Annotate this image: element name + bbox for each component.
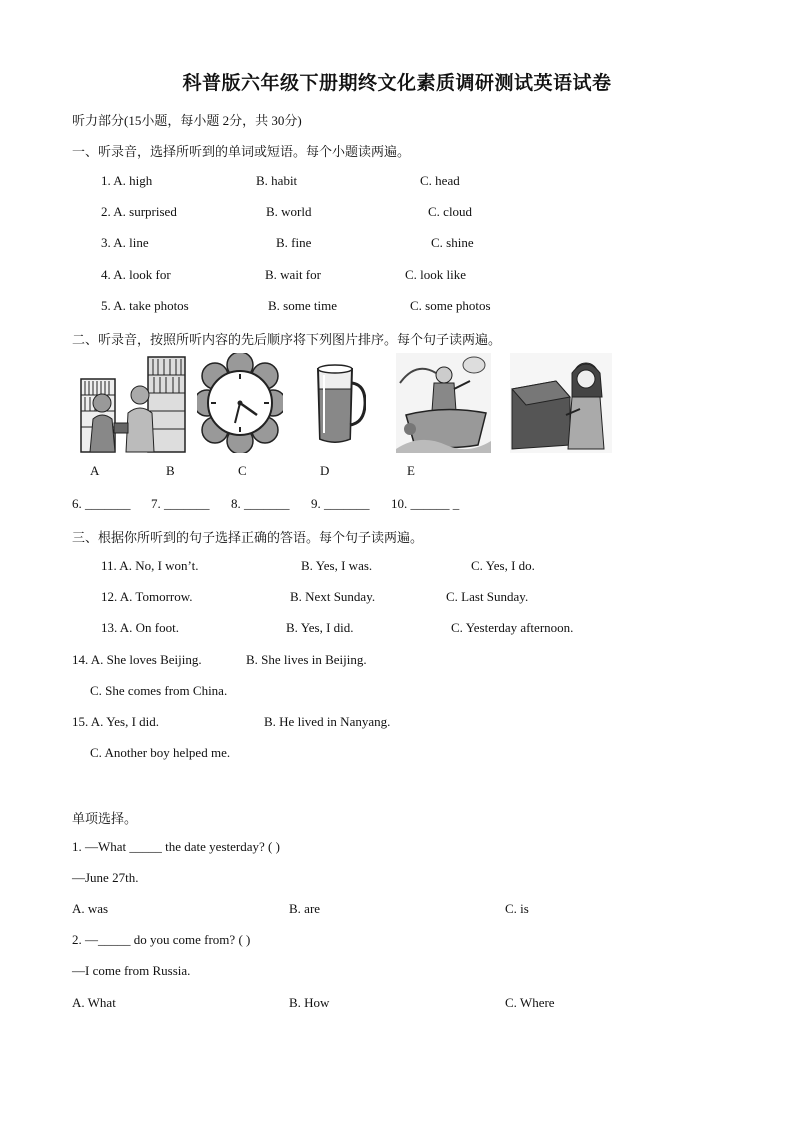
q5-option-a: 5. A. take photos bbox=[101, 298, 189, 313]
mc1-question: 1. —What _____ the date yesterday? ( ) bbox=[72, 839, 280, 854]
q14-option-b: B. She lives in Beijing. bbox=[246, 652, 367, 667]
q14-option-a: 14. A. She loves Beijing. bbox=[72, 652, 202, 667]
q2-option-b: B. world bbox=[266, 204, 312, 219]
q4-option-a: 4. A. look for bbox=[101, 267, 171, 282]
q15-option-b: B. He lived in Nanyang. bbox=[264, 714, 391, 729]
flower-clock-icon bbox=[197, 353, 283, 453]
q1-option-a: 1. A. high bbox=[101, 173, 153, 188]
answer-blank-9: 9. _______ bbox=[311, 496, 370, 511]
q12-option-a: 12. A. Tomorrow. bbox=[101, 589, 193, 604]
q15-option-c: C. Another boy helped me. bbox=[90, 745, 231, 760]
mc2-option-c: C. Where bbox=[505, 995, 555, 1010]
answer-blank-10: 10. ______ _ bbox=[391, 496, 460, 511]
picture-label-e: E bbox=[407, 463, 415, 478]
mc2-option-b: B. How bbox=[289, 995, 330, 1010]
q14-option-c: C. She comes from China. bbox=[90, 683, 228, 698]
mc2-question: 2. —_____ do you come from? ( ) bbox=[72, 932, 251, 947]
q4-option-b: B. wait for bbox=[265, 267, 321, 282]
mc1-dialog-answer: —June 27th. bbox=[72, 870, 139, 885]
mc1-option-b: B. are bbox=[289, 901, 321, 916]
q13-option-b: B. Yes, I did. bbox=[286, 620, 354, 635]
boat-boy-icon bbox=[396, 353, 491, 453]
q13-option-a: 13. A. On foot. bbox=[101, 620, 179, 635]
answer-blank-7: 7. _______ bbox=[151, 496, 210, 511]
mc1-option-a: A. was bbox=[72, 901, 109, 916]
section-4-heading: 单项选择。 bbox=[72, 811, 138, 826]
q5-option-c: C. some photos bbox=[410, 298, 491, 313]
q1-option-c: C. head bbox=[420, 173, 460, 188]
q15-option-a: 15. A. Yes, I did. bbox=[72, 714, 160, 729]
q2-option-c: C. cloud bbox=[428, 204, 473, 219]
q11-option-a: 11. A. No, I won’t. bbox=[101, 558, 199, 573]
answer-blank-6: 6. _______ bbox=[72, 496, 131, 511]
section-1-heading: 一、听录音，选择所听到的单词或短语。每个小题读两遍。 bbox=[72, 144, 411, 159]
q4-option-c: C. look like bbox=[405, 267, 467, 282]
juice-mug-icon bbox=[310, 353, 366, 453]
q3-option-a: 3. A. line bbox=[101, 235, 149, 250]
q5-option-b: B. some time bbox=[268, 298, 337, 313]
q1-option-b: B. habit bbox=[256, 173, 298, 188]
q2-option-a: 2. A. surprised bbox=[101, 204, 177, 219]
listening-intro: 听力部分(15小题，每小题 2分，共 30分) bbox=[72, 113, 302, 128]
mc1-option-c: C. is bbox=[505, 901, 529, 916]
q11-option-c: C. Yes, I do. bbox=[471, 558, 535, 573]
picture-label-a: A bbox=[90, 463, 100, 478]
q12-option-b: B. Next Sunday. bbox=[290, 589, 376, 604]
q12-option-c: C. Last Sunday. bbox=[446, 589, 529, 604]
library-students-icon bbox=[80, 353, 186, 453]
q3-option-c: C. shine bbox=[431, 235, 474, 250]
answer-blank-8: 8. _______ bbox=[231, 496, 290, 511]
mc2-dialog-answer: —I come from Russia. bbox=[72, 963, 191, 978]
picture-label-d: D bbox=[320, 463, 330, 478]
mc2-option-a: A. What bbox=[72, 995, 116, 1010]
girl-cake-icon bbox=[510, 353, 612, 453]
picture-label-b: B bbox=[166, 463, 175, 478]
q13-option-c: C. Yesterday afternoon. bbox=[451, 620, 574, 635]
section-3-heading: 三、根据你所听到的句子选择正确的答语。每个句子读两遍。 bbox=[72, 530, 424, 545]
picture-label-c: C bbox=[238, 463, 247, 478]
page-title: 科普版六年级下册期终文化素质调研测试英语试卷 bbox=[182, 73, 612, 94]
q3-option-b: B. fine bbox=[276, 235, 312, 250]
q11-option-b: B. Yes, I was. bbox=[301, 558, 373, 573]
section-2-heading: 二、听录音，按照所听内容的先后顺序将下列图片排序。每个句子读两遍。 bbox=[72, 332, 502, 347]
